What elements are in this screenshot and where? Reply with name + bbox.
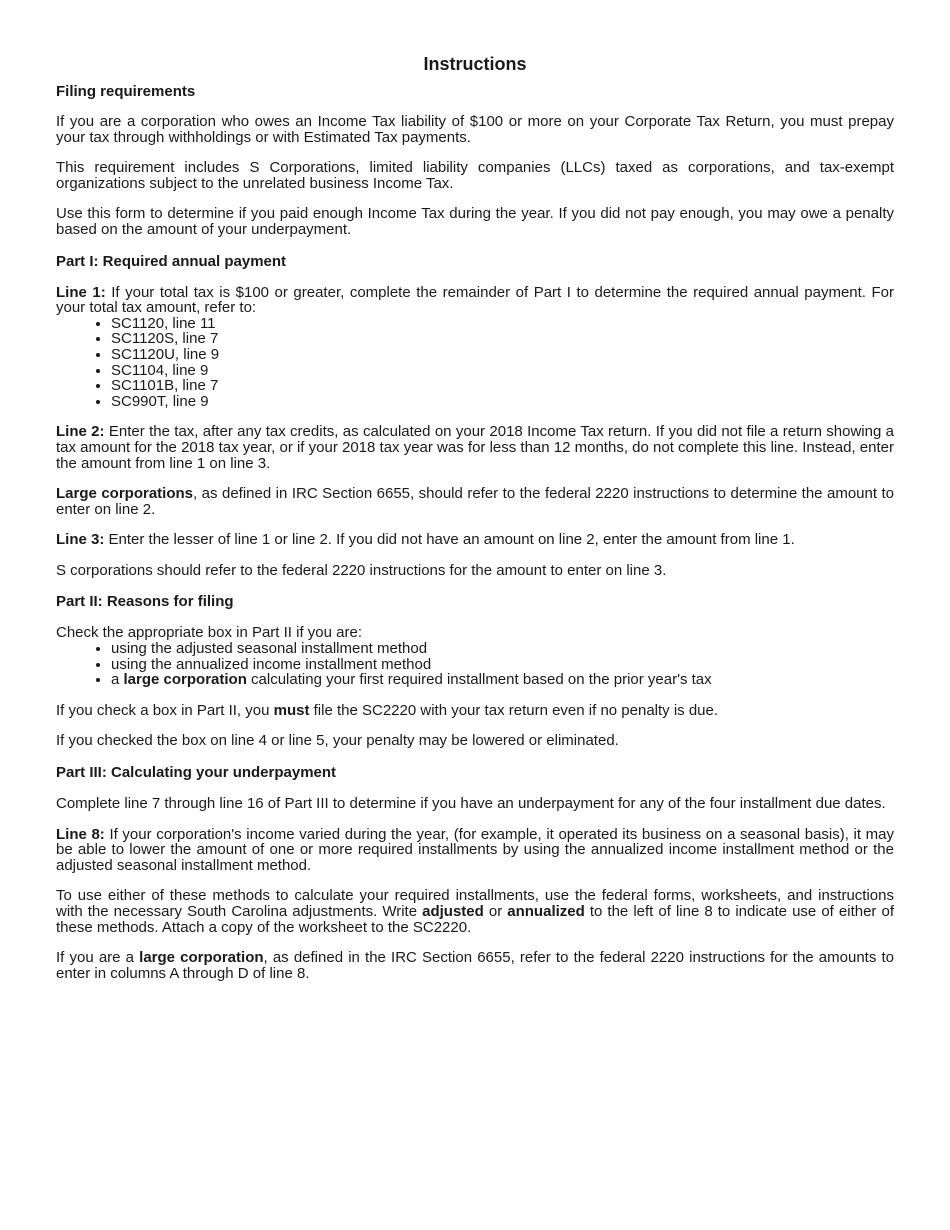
instructions-page [56,53,894,981]
adjusted-term: adjusted [422,903,484,920]
large-corporation-term: large corporation [139,949,264,967]
must-file-paragraph: If you check a box in Part II, you must file the SC2220 with your tax return even if no penalty is due. [56,701,719,719]
checked-box-paragraph: If you checked the box on line 4 or line 5, your penalty may be lowered or eliminated. [56,732,619,750]
line1-paragraph [56,285,894,316]
large-corporation-term: large corporation [123,671,247,689]
large-corporations-text: , as defined in IRC Section 6655, should refer to the federal 2220 instructions to determine the amount to enter on line 2. [56,485,895,518]
filing-requirements-heading: Filing requirements [56,83,196,100]
line2-text: Enter the tax, after any tax credits, as calculated on your 2018 Income Tax return. If you did not file a return showing a tax amount for the 2018 tax year, or if your 2018 tax year was for less than 12 months, do not complete this line. Instead, enter the amount from line 1 on line 3. [56,423,895,472]
list-item: • a large corporation calculating your first required installment based on the prior year's tax [111,672,894,688]
list-item: • SC1101B, line 7 [111,378,894,394]
list-item: • SC1120U, line 9 [111,347,894,363]
part1-heading: Part I: Required annual payment [56,252,287,270]
list-item: • SC990T, line 9 [111,394,894,410]
line8-label: Line 8: [56,825,105,843]
part3-heading: Part III: Calculating your underpayment [56,764,337,782]
large-corporations-paragraph [56,486,894,517]
line1-text: If your total tax is $100 or greater, complete the remainder of Part I to determine the required annual payment. For your total tax amount, refer to: [56,283,895,317]
list-item: • SC1104, line 9 [111,363,894,379]
filing-paragraph-1: If you are a corporation who owes an Income Tax liability of $100 or more on your Corporate Tax Return, you must prepay your tax through withholdings or with Estimated Tax payments. [56,113,894,146]
large-corporations-label: Large corporations [56,485,194,503]
list-item: • SC1120S, line 7 [111,331,894,347]
filing-paragraph-2: This requirement includes S Corporations, limited liability companies (LLCs) taxed as corporations, and tax-exempt organizations subject to the unrelated business Income Tax. [56,159,894,192]
part3-intro: Complete line 7 through line 16 of Part III to determine if you have an underpayment for any of the four installment due dates. [56,795,886,813]
line8-text: If your corporation's income varied during the year, (for example, it operated its business on a seasonal basis), it may be able to lower the amount of one or more required installments by using the annualized income installment method or the adjusted seasonal installment method. [56,825,895,874]
reasons-list [56,641,894,688]
line3-text: Enter the lesser of line 1 or line 2. If you did not have an amount on line 2, enter the amount from line 1. [104,531,795,549]
part2-heading: Part II: Reasons for filing [56,593,234,611]
large-corporation-paragraph: If you are a large corporation, as defined in the IRC Section 6655, refer to the federal 2220 instructions for the amounts to enter in columns A through D of line 8. [56,949,894,982]
line3-label: Line 3: [56,531,105,549]
must-term: must [273,701,310,719]
part2-intro: Check the appropriate box in Part II if you are: [56,624,362,642]
total-tax-refs-list [56,316,894,410]
s-corporations-paragraph: S corporations should refer to the federal 2220 instructions for the amount to enter on line 3. [56,561,667,579]
list-item: • using the annualized income installment method [111,657,894,673]
list-item: • SC1120, line 11 [111,316,894,332]
line2-paragraph [56,424,894,471]
line2-label: Line 2: [56,423,105,441]
line1-label: Line 1: [56,283,106,301]
methods-paragraph: To use either of these methods to calculate your required installments, use the federal forms, worksheets, and instructions with the necessary South Carolina adjustments. Write adjusted or annualized to the left of line 8 to indicate use of either of these methods. Attach a copy of the worksheet to the SC2220. [56,887,894,936]
page-title: Instructions [423,54,527,74]
annualized-term: annualized [507,903,585,920]
filing-paragraph-3: Use this form to determine if you paid enough Income Tax during the year. If you did not pay enough, you may owe a penalty based on the amount of your underpayment. [56,205,894,238]
line8-paragraph [56,827,894,874]
list-item: • using the adjusted seasonal installment method [111,641,894,657]
line3-paragraph [56,532,894,548]
